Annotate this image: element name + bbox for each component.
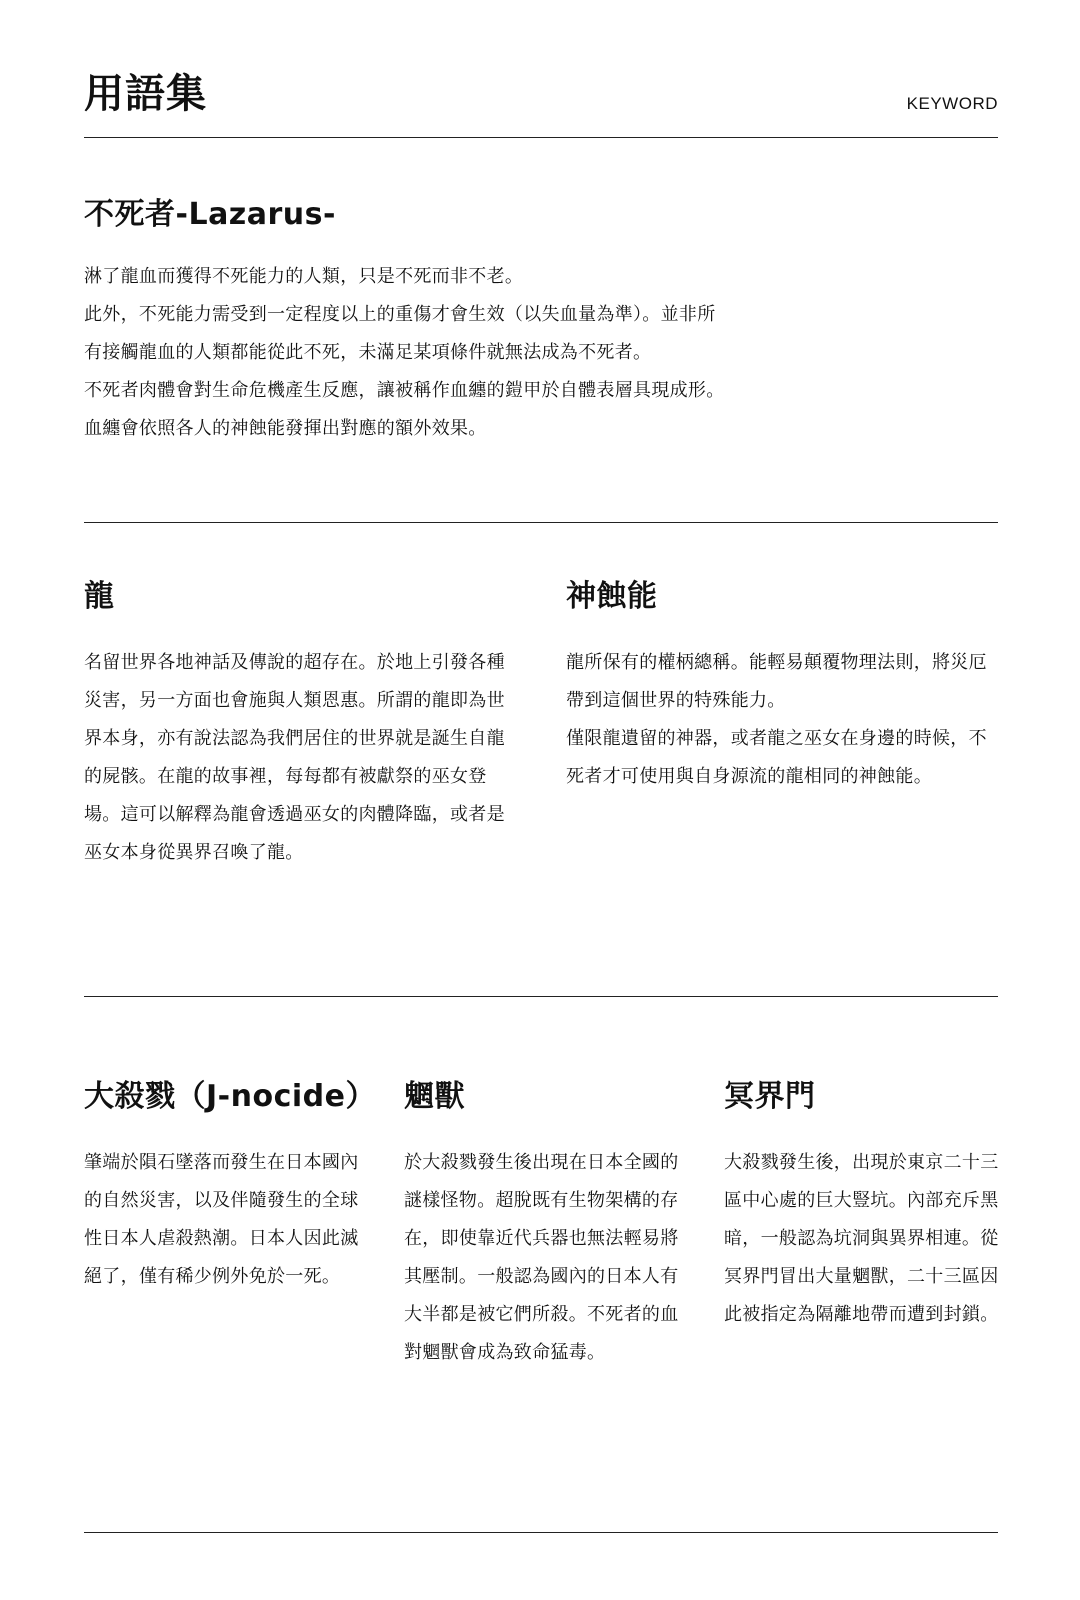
entry-line: 淋了龍血而獲得不死能力的人類，只是不死而非不老。 [84,266,524,287]
divider [84,996,998,997]
entry-dragon [84,577,514,872]
entry-text: 肇端於隕石墜落而發生在日本國內的自然災害，以及伴隨發生的全球性日本人虐殺熱潮。日本人因此滅絕了，僅有稀少例外免於一死。 [84,1152,359,1287]
page-title: 用語集 [84,71,207,117]
entry-body [84,1144,374,1296]
divider [84,1532,998,1533]
entry-line: 不死者肉體會對生命危機產生反應，讓被稱作血纏的鎧甲於自體表層具現成形。 [84,380,725,401]
entry-jinju [404,1077,694,1372]
entry-heading: 魍獸 [404,1079,465,1114]
entry-body [724,1144,1014,1334]
divider [84,522,998,523]
entry-text: 於大殺戮發生後出現在日本全國的謎樣怪物。超脫既有生物架構的存在，即使靠近代兵器也無法輕易將其壓制。一般認為國內的日本人有大半都是被它們所殺。不死者的血對魍獸會成為致命猛毒。 [404,1152,679,1363]
entry-text: 名留世界各地神話及傳說的超存在。於地上引發各種災害，另一方面也會施與人類恩惠。所謂的龍即為世界本身，亦有說法認為我們居住的世界就是誕生自龍的屍骸。在龍的故事裡，每每都有被獻祭的巫女登場。這可以解釋為龍會透過巫女的肉體降臨，或者是巫女本身從異界召喚了龍。 [84,652,505,863]
entry-heading: 神蝕能 [566,579,658,614]
entry-jnocide [84,1077,374,1296]
divider [84,137,998,138]
entry-body [566,644,996,796]
entry-heading: 大殺戮（J-nocide） [84,1079,376,1114]
entry-body [404,1144,694,1372]
page-header [84,66,998,138]
entry-meikai [724,1077,1014,1334]
entry-line: 有接觸龍血的人類都能從此不死，未滿足某項條件就無法成為不死者。 [84,342,652,363]
entry-heading: 不死者-Lazarus- [84,197,336,232]
entry-paragraph: 龍所保有的權柄總稱。能輕易顛覆物理法則，將災厄帶到這個世界的特殊能力。 [566,652,987,711]
entry-body [84,644,514,872]
entry-paragraph: 僅限龍遺留的神器，或者龍之巫女在身邊的時候，不死者才可使用與自身源流的龍相同的神蝕能。 [566,728,987,787]
entry-body [84,258,944,448]
entry-line: 此外，不死能力需受到一定程度以上的重傷才會生效（以失血量為準）。並非所 [84,304,716,325]
entry-text: 大殺戮發生後，出現於東京二十三區中心處的巨大豎坑。內部充斥黑暗，一般認為坑洞與異界相連。從冥界門冒出大量魍獸，二十三區因此被指定為隔離地帶而遭到封鎖。 [724,1152,999,1325]
entry-heading: 冥界門 [724,1079,816,1114]
entry-shinshokuno [566,577,996,796]
page-subtitle: KEYWORD [906,94,998,113]
entry-line: 血纏會依照各人的神蝕能發揮出對應的額外效果。 [84,418,487,439]
entry-lazarus [84,195,944,448]
entry-heading: 龍 [84,579,115,614]
